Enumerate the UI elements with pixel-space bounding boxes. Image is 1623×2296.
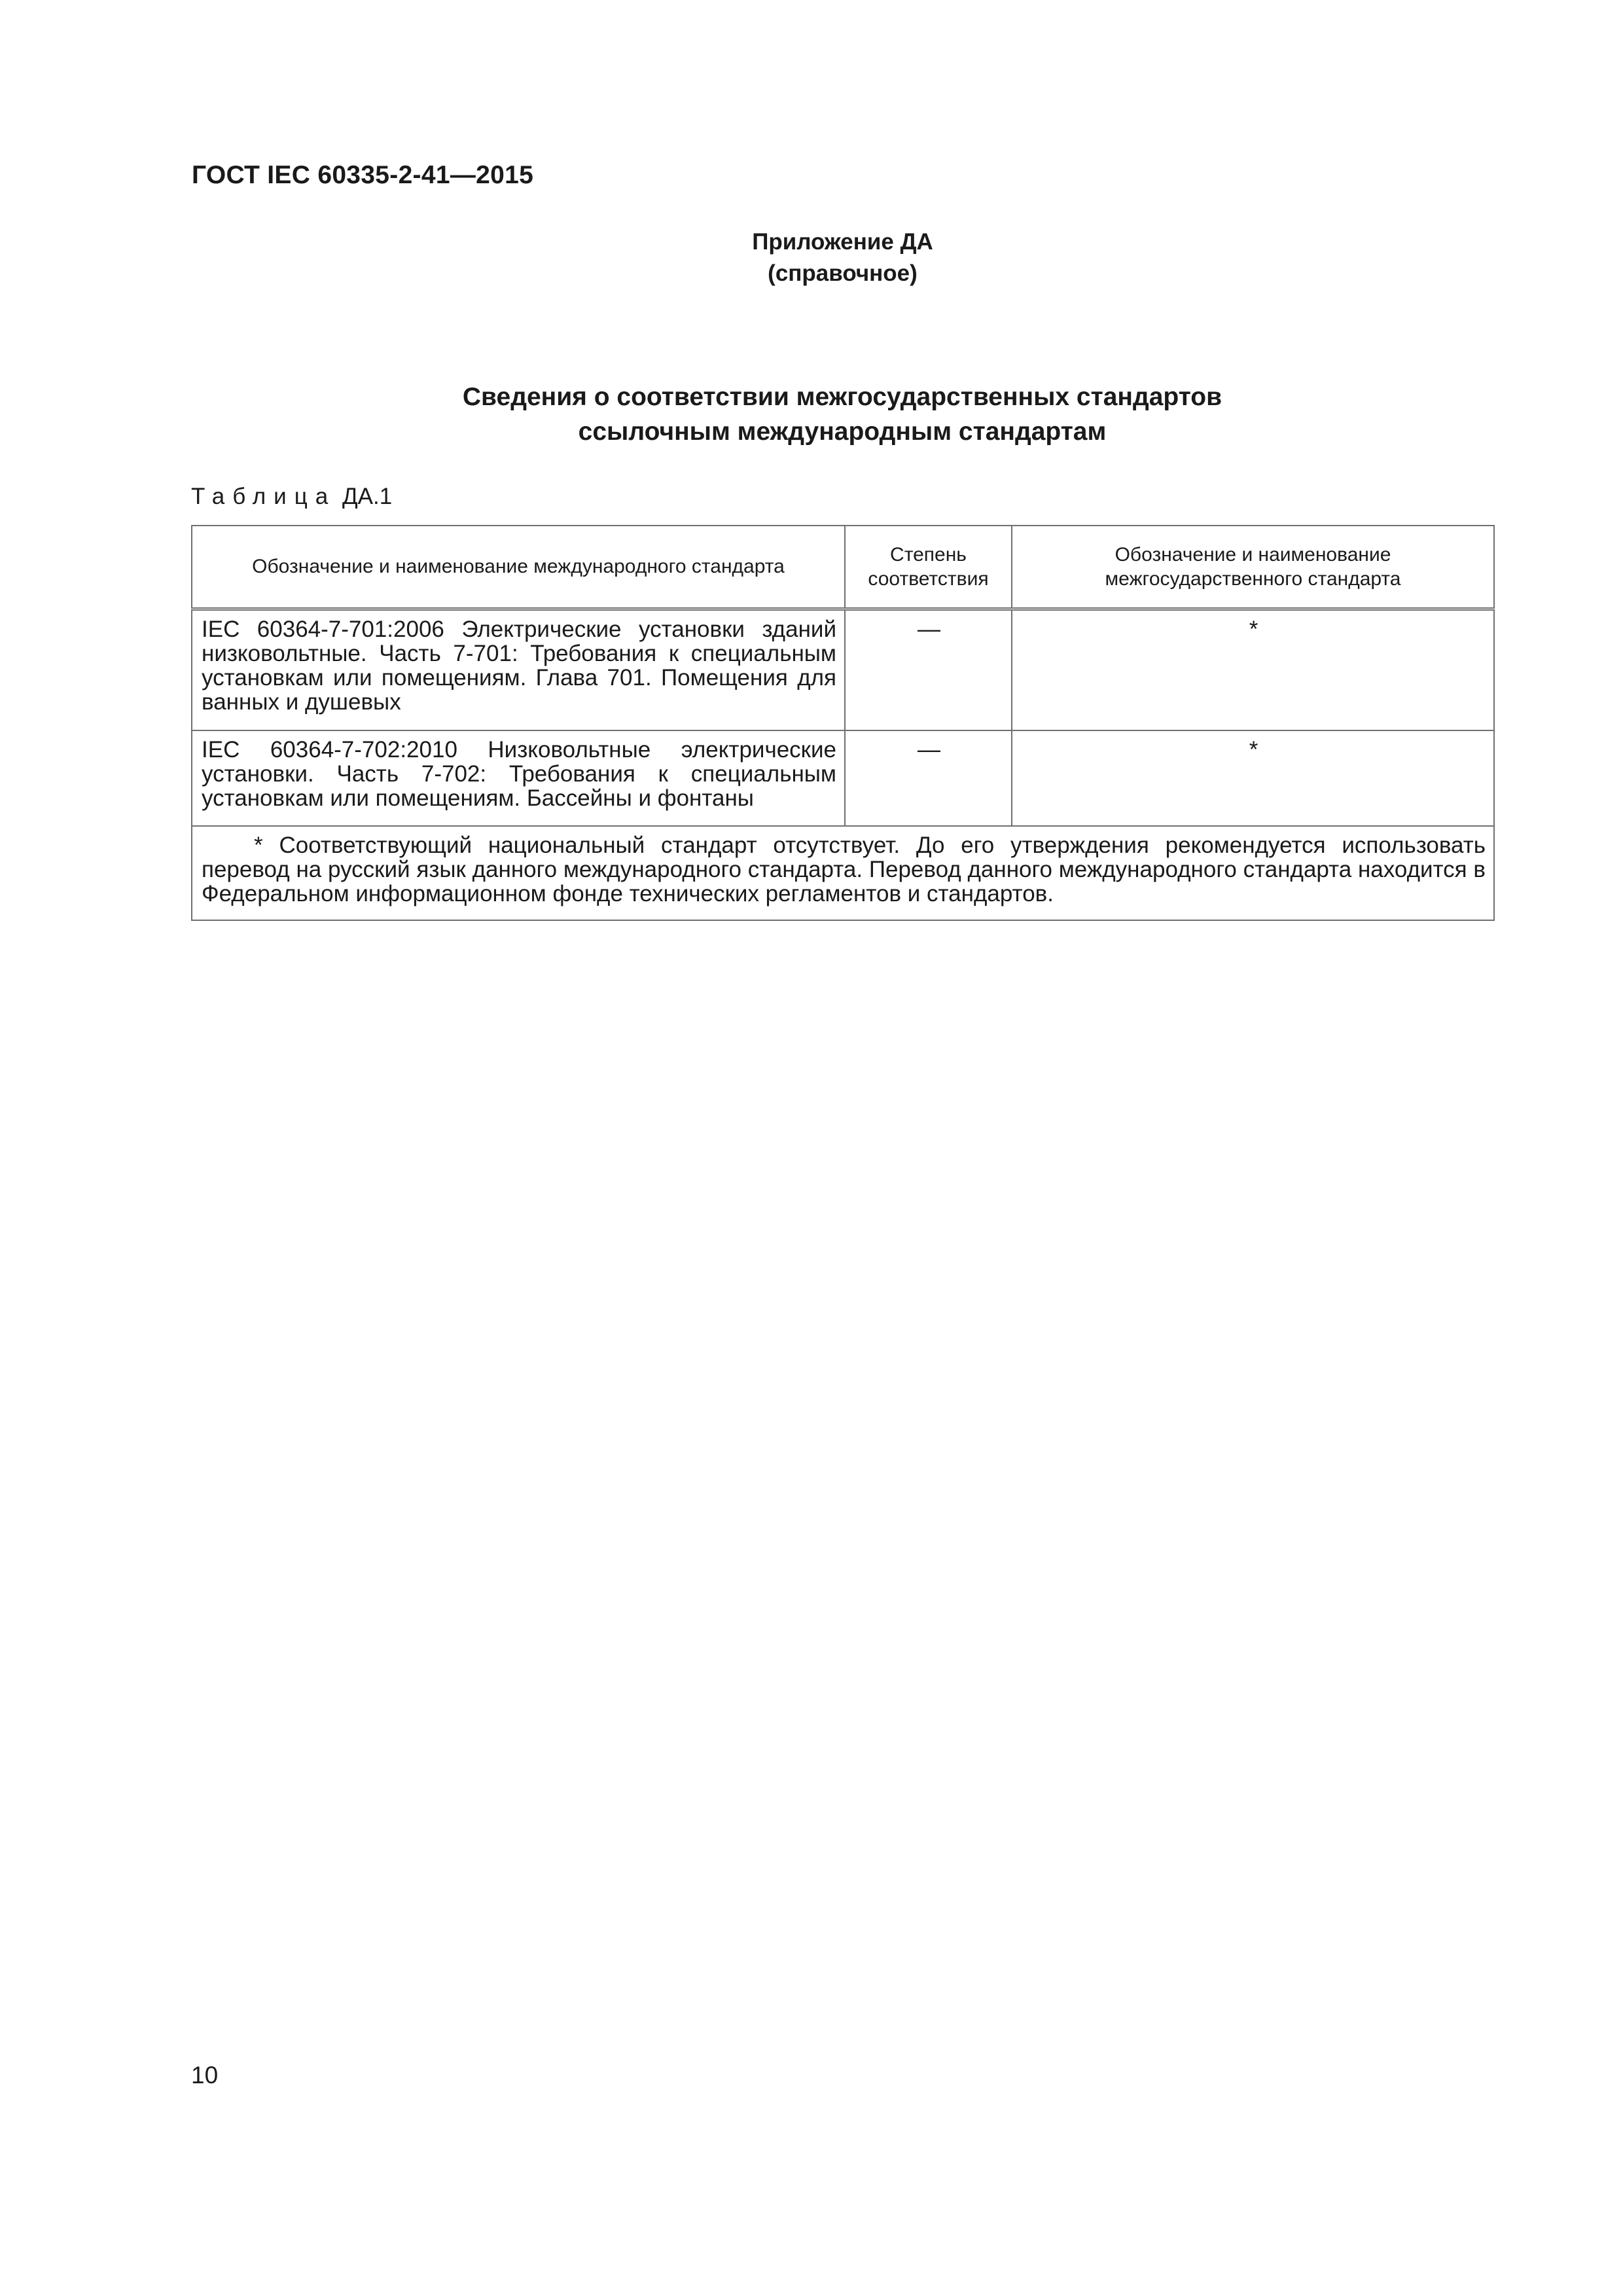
header-interstate-standard: Обозначение и наименование межгосударственного стандарта	[1012, 526, 1494, 609]
page-number: 10	[191, 2062, 219, 2089]
section-title-line-2: ссылочным международным стандартам	[578, 418, 1107, 446]
table-caption	[191, 485, 392, 508]
cell-interstate-standard: *	[1012, 609, 1494, 730]
table-footnote: * Соответствующий национальный стандарт отсутствует. До его утверждения рекомендуется использовать перевод на русский язык данного международного стандарта. Перевод данного международного стандарта находится в Федеральном информационном фонде технических регламентов и стандартов.	[192, 826, 1494, 920]
degree-dash: —	[918, 616, 940, 642]
cell-degree	[845, 609, 1012, 730]
appendix-type: (справочное)	[768, 260, 918, 286]
correspondence-table	[191, 525, 1495, 921]
table-row	[192, 609, 1494, 730]
section-title-line-1: Сведения о соответствии межгосударственных стандартов	[462, 383, 1222, 411]
degree-dash: —	[918, 737, 940, 762]
table-caption-number: ДА.1	[342, 484, 393, 509]
table-row	[192, 730, 1494, 826]
table-header-row	[192, 526, 1494, 609]
cell-international-standard: IEC 60364-7-702:2010 Низковольтные электрические установки. Часть 7-702: Требования к специальным установкам или помещениям. Бассейны и фонтаны	[192, 730, 845, 826]
table-caption-word: Таблица	[191, 484, 336, 509]
document-code: ГОСТ IEC 60335-2-41—2015	[192, 161, 534, 189]
cell-interstate-standard: *	[1012, 730, 1494, 826]
cell-international-standard: IEC 60364-7-701:2006 Электрические установки зданий низковольтные. Часть 7-701: Требования к специальным установкам или помещениям. Глава 701. Помещения для ванных и душевых	[192, 609, 845, 730]
cell-degree	[845, 730, 1012, 826]
header-degree-of-correspondence: Степень соответствия	[845, 526, 1012, 609]
appendix-title: Приложение ДА	[752, 229, 933, 255]
header-international-standard: Обозначение и наименование международного стандарта	[192, 526, 845, 609]
table-footnote-row	[192, 826, 1494, 920]
